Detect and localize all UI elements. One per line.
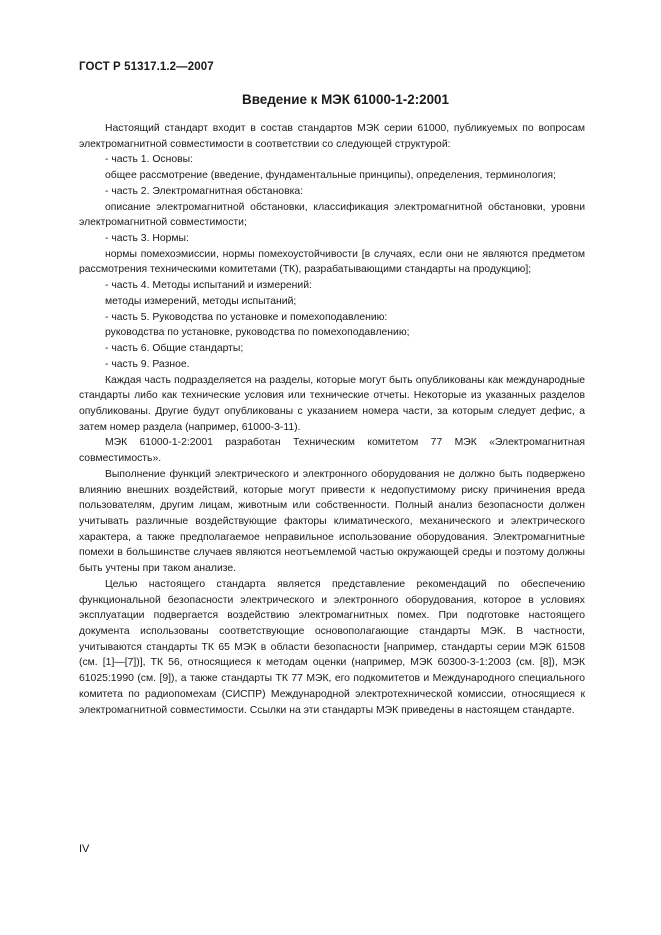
- paragraph-safety: Выполнение функций электрического и электронного оборудования не должно быть подвержено влиянию внешних воздействий, которые могут привести к недопустимому риску причинения вреда пользователям, другим лицам, животным или собственности. Полный анализ безопасности должен учитывать различные воздействующие факторы климатического, механического и электрического характера, а также предполагаемое неправильное использование оборудования. Электромагнитные помехи в большинстве случаев являются неотъемлемой частью окружающей среды и поэтому должны быть учтены при таком анализе.: [79, 468, 585, 575]
- body-text: [79, 121, 585, 718]
- list-item-part-5: - часть 5. Руководства по установке и помехоподавлению:: [105, 311, 388, 323]
- section-title: Введение к МЭК 61000-1-2:2001: [242, 92, 449, 107]
- list-item-part-3: - часть 3. Нормы:: [105, 233, 189, 245]
- paragraph-intro: Настоящий стандарт входит в состав стандартов МЭК серии 61000, публикуемых по вопросам электромагнитной совместимости в соответствии со следующей структурой:: [79, 123, 585, 150]
- list-item-part-9: - часть 9. Разное.: [105, 358, 190, 370]
- list-desc-part-1: общее рассмотрение (введение, фундаментальные принципы), определения, терминология;: [105, 170, 556, 182]
- paragraph-sections: Каждая часть подразделяется на разделы, которые могут быть опубликованы как международные стандарты либо как технические условия или технические отчеты. Некоторые из указанных разделов опубликованы. Другие будут опубликованы с указанием номера части, за которым следует дефис, а затем номер раздела (например, 61000-3-11).: [79, 374, 585, 433]
- document-id: ГОСТ Р 51317.1.2—2007: [79, 61, 214, 73]
- list-desc-part-3: нормы помехоэмиссии, нормы помехоустойчивости [в случаях, если они не являются предметом рассмотрения техническими комитетами (ТК), разрабатывающими стандарты на продукцию];: [79, 248, 585, 276]
- list-desc-part-5: руководства по установке, руководства по помехоподавлению;: [105, 327, 410, 339]
- paragraph-purpose: Целью настоящего стандарта является представление рекомендаций по обеспечению функциональной безопасности электрического и электронного оборудования, которое в условиях эксплуатации подвергается воздействию электромагнитных помех. При подготовке настоящего документа использованы соответствующие основополагающие стандарты МЭК. В частности, учитываются стандарты ТК 65 МЭК в области безопасности [например, стандарты серии МЭК 61508 (см. [1]—[7])], ТК 56, относящиеся к методам оценки (например, МЭК 60300-3-1:2003 (см. [8]), МЭК 61025:1990 (см. [9]), а также стандарты ТК 77 МЭК, его подкомитетов и Международного специального комитета по радиопомехам (СИСПР) Международной электротехнической комиссии, относящиеся к электромагнитной совместимости. Ссылки на эти стандарты МЭК приведены в настоящем стандарте.: [79, 578, 585, 716]
- page-number: IV: [79, 843, 90, 855]
- list-desc-part-4: методы измерений, методы испытаний;: [105, 295, 297, 307]
- paragraph-committee: МЭК 61000-1-2:2001 разработан Техническим комитетом 77 МЭК «Электромагнитная совместимость».: [79, 437, 585, 465]
- list-item-part-4: - часть 4. Методы испытаний и измерений:: [105, 280, 312, 292]
- list-desc-part-2: описание электромагнитной обстановки, классификация электромагнитной обстановки, уровни электромагнитной совместимости;: [79, 201, 585, 229]
- list-item-part-2: - часть 2. Электромагнитная обстановка:: [105, 185, 304, 197]
- list-item-part-1: - часть 1. Основы:: [105, 154, 194, 166]
- list-item-part-6: - часть 6. Общие стандарты;: [105, 343, 244, 355]
